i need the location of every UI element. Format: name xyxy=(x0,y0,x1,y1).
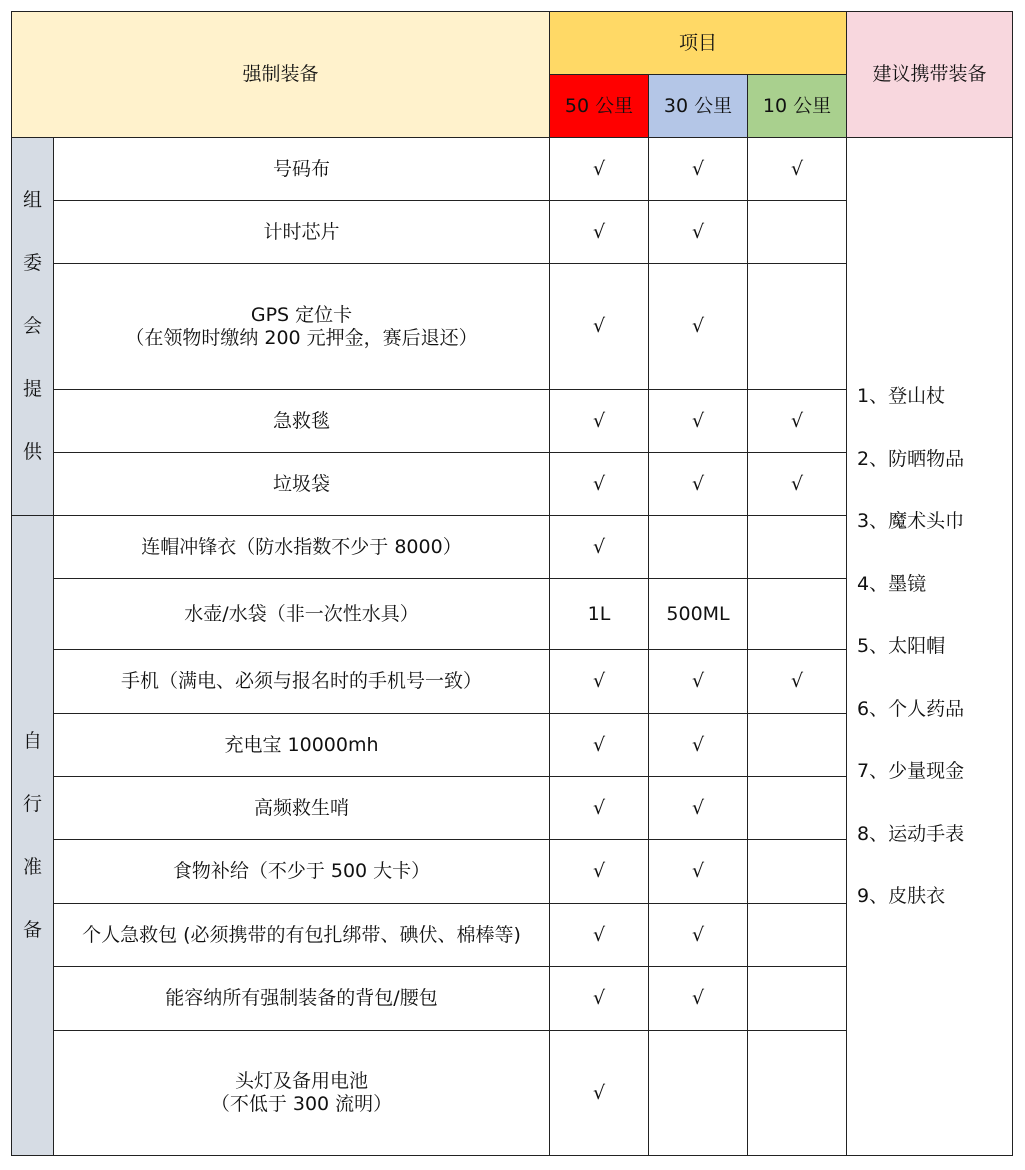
item-name: 能容纳所有强制装备的背包/腰包 xyxy=(54,967,550,1031)
item-name: 高频救生哨 xyxy=(54,777,550,840)
mark-50km: √ xyxy=(550,516,649,579)
mark-50km: √ xyxy=(550,390,649,453)
item-name-line1: GPS 定位卡 xyxy=(250,303,353,326)
mark-10km xyxy=(748,840,847,904)
suggestion-item: 9、皮肤衣 xyxy=(857,885,946,908)
suggestion-item: 1、登山杖 xyxy=(857,385,946,408)
item-name: 水壶/水袋（非一次性水具） xyxy=(54,579,550,650)
group-self-char: 自 xyxy=(22,729,42,752)
mark-30km: √ xyxy=(649,840,748,904)
item-name xyxy=(54,1031,550,1156)
mark-10km xyxy=(748,516,847,579)
mark-10km: √ xyxy=(748,650,847,714)
group-self-char: 准 xyxy=(22,855,42,878)
item-name-line2: （不低于 300 流明） xyxy=(210,1093,393,1115)
header-mandatory: 强制装备 xyxy=(12,12,550,138)
mark-30km: √ xyxy=(649,967,748,1031)
mark-10km xyxy=(748,904,847,967)
mark-30km: √ xyxy=(649,904,748,967)
mark-50km: √ xyxy=(550,777,649,840)
header-project: 项目 xyxy=(550,12,847,75)
group-organizer-char: 提 xyxy=(22,378,42,400)
suggestion-item: 4、墨镜 xyxy=(857,572,927,595)
header-suggested: 建议携带装备 xyxy=(847,12,1013,138)
header-10km: 10 公里 xyxy=(748,75,847,138)
mark-50km: √ xyxy=(550,201,649,264)
item-name-line2: （在领物时缴纳 200 元押金，赛后退还） xyxy=(125,326,478,349)
mark-10km xyxy=(748,1031,847,1156)
item-name: 号码布 xyxy=(54,138,550,201)
item-name: 个人急救包 (必须携带的有包扎绑带、碘伏、棉棒等) xyxy=(54,904,550,967)
mark-10km: √ xyxy=(748,390,847,453)
group-organizer-char: 委 xyxy=(22,252,42,274)
mark-50km: √ xyxy=(550,650,649,714)
group-organizer-char: 组 xyxy=(22,189,42,211)
group-self-prepared xyxy=(12,516,54,1156)
mark-10km xyxy=(748,777,847,840)
mark-50km: √ xyxy=(550,453,649,516)
suggestion-item: 7、少量现金 xyxy=(857,760,965,783)
mark-30km xyxy=(649,516,748,579)
group-organizer-char: 会 xyxy=(22,315,42,337)
mark-30km: √ xyxy=(649,201,748,264)
mark-10km xyxy=(748,264,847,390)
mark-50km: √ xyxy=(550,967,649,1031)
equipment-table xyxy=(11,11,1013,1156)
mark-10km xyxy=(748,201,847,264)
item-name: 急救毯 xyxy=(54,390,550,453)
suggestion-item: 3、魔术头巾 xyxy=(857,510,965,533)
item-name: 计时芯片 xyxy=(54,201,550,264)
mark-30km: √ xyxy=(649,650,748,714)
item-name-line1: 头灯及备用电池 xyxy=(235,1070,369,1093)
header-30km: 30 公里 xyxy=(649,75,748,138)
item-name: 连帽冲锋衣（防水指数不少于 8000） xyxy=(54,516,550,579)
suggestion-item: 6、个人药品 xyxy=(857,697,965,720)
mark-30km: √ xyxy=(649,777,748,840)
mark-10km: √ xyxy=(748,138,847,201)
item-name: 手机（满电、必须与报名时的手机号一致） xyxy=(54,650,550,714)
suggestion-item: 5、太阳帽 xyxy=(857,635,946,658)
mark-30km: √ xyxy=(649,453,748,516)
item-name: 垃圾袋 xyxy=(54,453,550,516)
group-self-char: 行 xyxy=(22,792,42,815)
group-organizer xyxy=(12,138,54,516)
mark-30km: √ xyxy=(649,264,748,390)
mark-10km xyxy=(748,579,847,650)
mark-50km: √ xyxy=(550,904,649,967)
mark-30km: √ xyxy=(649,390,748,453)
mark-30km: 500ML xyxy=(649,579,748,650)
mark-30km: √ xyxy=(649,714,748,777)
item-name: 充电宝 10000mh xyxy=(54,714,550,777)
mark-30km: √ xyxy=(649,138,748,201)
mark-50km: √ xyxy=(550,840,649,904)
group-organizer-char: 供 xyxy=(22,441,42,463)
group-self-char: 备 xyxy=(22,918,42,941)
header-50km: 50 公里 xyxy=(550,75,649,138)
mark-10km xyxy=(748,967,847,1031)
mark-50km: √ xyxy=(550,138,649,201)
mark-10km: √ xyxy=(748,453,847,516)
mark-50km: 1L xyxy=(550,579,649,650)
mark-30km xyxy=(649,1031,748,1156)
suggestion-list xyxy=(847,138,1013,1156)
mark-50km: √ xyxy=(550,264,649,390)
item-name: 食物补给（不少于 500 大卡） xyxy=(54,840,550,904)
mark-50km: √ xyxy=(550,1031,649,1156)
suggestion-item: 8、运动手表 xyxy=(857,822,965,845)
suggestion-item: 2、防晒物品 xyxy=(857,447,965,470)
mark-50km: √ xyxy=(550,714,649,777)
item-name xyxy=(54,264,550,390)
mark-10km xyxy=(748,714,847,777)
